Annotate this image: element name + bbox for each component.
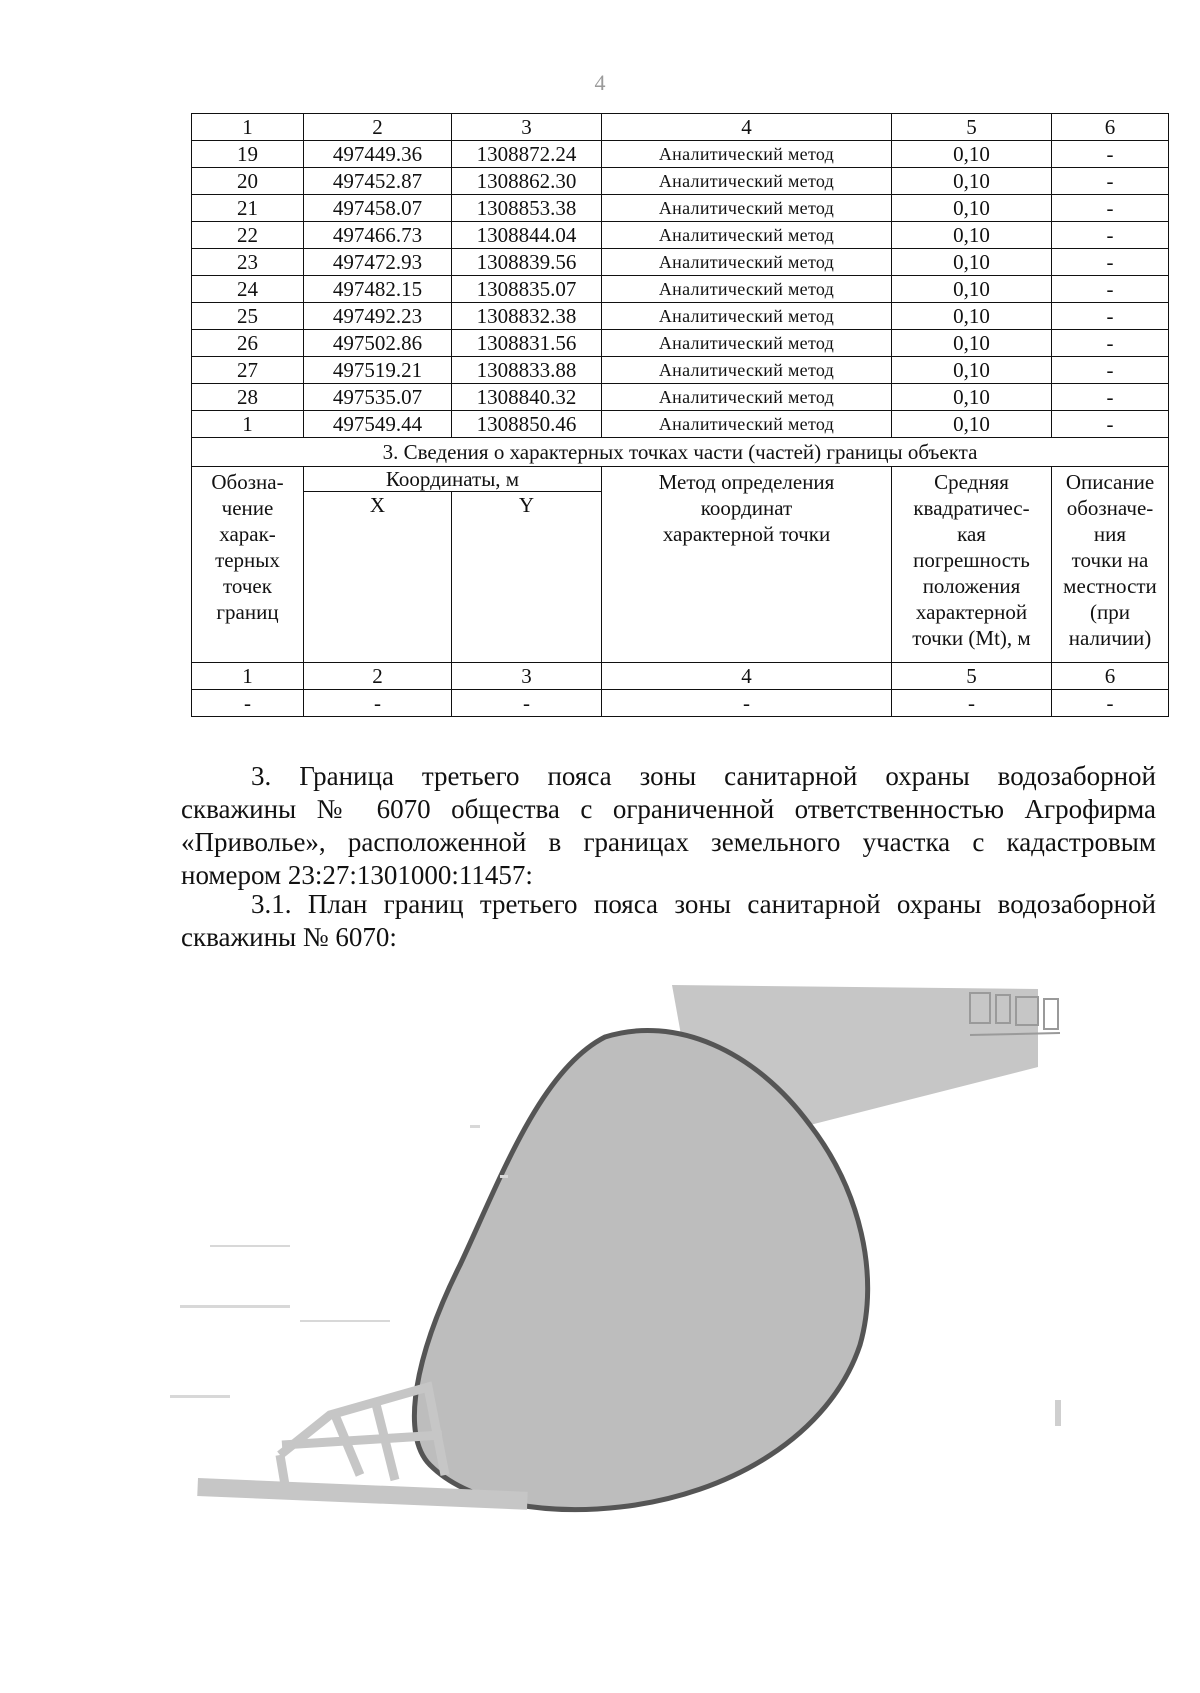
- header-description: [1052, 467, 1169, 663]
- header-method: [602, 467, 892, 663]
- header-line: Описание: [1065, 470, 1155, 494]
- paragraph-line: «Приволье», расположенной в границах земельного участка с кадастровым: [181, 827, 1156, 857]
- header-line: терных: [215, 548, 280, 572]
- col-number: 2: [304, 663, 452, 690]
- method-cell: Аналитический метод: [602, 249, 892, 276]
- x-coordinate-cell: 497535.07: [304, 384, 452, 411]
- error-cell: 0,10: [892, 330, 1052, 357]
- method-cell: Аналитический метод: [602, 168, 892, 195]
- y-coordinate-cell: 1308833.88: [452, 357, 602, 384]
- method-cell: Аналитический метод: [602, 411, 892, 438]
- col-number: 3: [452, 114, 602, 141]
- error-cell: 0,10: [892, 276, 1052, 303]
- paragraph-line: номером 23:27:1301000:11457:: [181, 860, 533, 890]
- table-row: [192, 411, 1169, 438]
- header-line: Средняя: [934, 470, 1009, 494]
- paragraph-line: 3.1. План границ третьего пояса зоны санитарной охраны водозаборной: [251, 889, 1156, 919]
- section-title-row: [192, 438, 1169, 467]
- point-cell: 20: [192, 168, 304, 195]
- coordinates-table: [191, 113, 1169, 717]
- y-coordinate-cell: 1308832.38: [452, 303, 602, 330]
- edge-mark: [1055, 1400, 1061, 1426]
- header-line: границ: [216, 600, 279, 624]
- column-number-row: [192, 114, 1169, 141]
- header-line: погрешность: [913, 548, 1030, 572]
- paragraph-3-1: [181, 888, 1156, 954]
- header-line: характерной точки: [662, 522, 831, 546]
- sub-column-number-row: [192, 663, 1169, 690]
- header-line: координат: [700, 496, 793, 520]
- point-cell: 23: [192, 249, 304, 276]
- x-coordinate-cell: 497472.93: [304, 249, 452, 276]
- paragraph-3: [181, 760, 1156, 892]
- table-body: [192, 114, 1169, 717]
- header-line: точки (Mt), м: [912, 626, 1031, 650]
- x-coordinate-cell: 497452.87: [304, 168, 452, 195]
- description-cell: -: [1052, 168, 1169, 195]
- error-cell: 0,10: [892, 303, 1052, 330]
- y-coordinate-cell: 1308844.04: [452, 222, 602, 249]
- header-line: ния: [1093, 522, 1127, 546]
- header-line: харак-: [219, 522, 276, 546]
- x-coordinate-cell: 497466.73: [304, 222, 452, 249]
- table-row: [192, 303, 1169, 330]
- header-line: Метод определения: [658, 470, 835, 494]
- point-cell: 22: [192, 222, 304, 249]
- header-line: Обозна-: [211, 470, 284, 494]
- method-cell: Аналитический метод: [602, 276, 892, 303]
- empty-cell: -: [304, 690, 452, 717]
- error-cell: 0,10: [892, 222, 1052, 249]
- col-number: 5: [892, 114, 1052, 141]
- col-number: 3: [452, 663, 602, 690]
- point-cell: 25: [192, 303, 304, 330]
- x-coordinate-cell: 497502.86: [304, 330, 452, 357]
- page-number: 4: [594, 70, 606, 95]
- col-number: 2: [304, 114, 452, 141]
- description-cell: -: [1052, 411, 1169, 438]
- header-line: кая: [957, 522, 986, 546]
- point-cell: 19: [192, 141, 304, 168]
- y-coordinate-cell: 1308872.24: [452, 141, 602, 168]
- error-cell: 0,10: [892, 384, 1052, 411]
- empty-cell: -: [602, 690, 892, 717]
- empty-cell: -: [1052, 690, 1169, 717]
- section-title: 3. Сведения о характерных точках части (частей) границы объекта: [192, 438, 1169, 467]
- header-line: обозначе-: [1066, 496, 1154, 520]
- description-cell: -: [1052, 384, 1169, 411]
- description-cell: -: [1052, 222, 1169, 249]
- description-cell: -: [1052, 276, 1169, 303]
- table-row: [192, 249, 1169, 276]
- col-number: 5: [892, 663, 1052, 690]
- method-cell: Аналитический метод: [602, 303, 892, 330]
- col-number: 1: [192, 114, 304, 141]
- method-cell: Аналитический метод: [602, 195, 892, 222]
- x-coordinate-cell: 497519.21: [304, 357, 452, 384]
- y-coordinate-cell: 1308850.46: [452, 411, 602, 438]
- point-cell: 28: [192, 384, 304, 411]
- empty-row: [192, 690, 1169, 717]
- error-cell: 0,10: [892, 411, 1052, 438]
- method-cell: Аналитический метод: [602, 141, 892, 168]
- description-cell: -: [1052, 357, 1169, 384]
- table-row: [192, 384, 1169, 411]
- description-cell: -: [1052, 141, 1169, 168]
- paragraph-line: скважины № 6070:: [181, 922, 397, 952]
- empty-cell: -: [192, 690, 304, 717]
- point-cell: 27: [192, 357, 304, 384]
- header-line: характерной: [915, 600, 1028, 624]
- paragraph-line: 3. Граница третьего пояса зоны санитарной охраны водозаборной: [251, 761, 1156, 791]
- method-cell: Аналитический метод: [602, 357, 892, 384]
- header-row-1: [192, 467, 1169, 492]
- method-cell: Аналитический метод: [602, 222, 892, 249]
- header-point-designation: [192, 467, 304, 663]
- y-coordinate-cell: 1308862.30: [452, 168, 602, 195]
- header-line: положения: [922, 574, 1021, 598]
- table-row: [192, 357, 1169, 384]
- header-error: [892, 467, 1052, 663]
- x-coordinate-cell: 497492.23: [304, 303, 452, 330]
- header-x: X: [304, 492, 452, 663]
- x-coordinate-cell: 497449.36: [304, 141, 452, 168]
- col-number: 4: [602, 663, 892, 690]
- y-coordinate-cell: 1308839.56: [452, 249, 602, 276]
- header-line: местности: [1063, 574, 1157, 598]
- empty-cell: -: [452, 690, 602, 717]
- table-row: [192, 195, 1169, 222]
- error-cell: 0,10: [892, 141, 1052, 168]
- table-row: [192, 330, 1169, 357]
- col-number: 1: [192, 663, 304, 690]
- y-coordinate-cell: 1308853.38: [452, 195, 602, 222]
- header-y: Y: [452, 492, 602, 663]
- zone-boundary-plan: [170, 975, 1170, 1535]
- x-coordinate-cell: 497549.44: [304, 411, 452, 438]
- x-coordinate-cell: 497458.07: [304, 195, 452, 222]
- error-cell: 0,10: [892, 168, 1052, 195]
- y-coordinate-cell: 1308840.32: [452, 384, 602, 411]
- error-cell: 0,10: [892, 249, 1052, 276]
- point-cell: 26: [192, 330, 304, 357]
- table-row: [192, 222, 1169, 249]
- header-line: наличии): [1068, 626, 1152, 650]
- paragraph-line: скважины № 6070 общества с ограниченной ответственностью Агрофирма: [181, 794, 1156, 824]
- col-number: 4: [602, 114, 892, 141]
- y-coordinate-cell: 1308831.56: [452, 330, 602, 357]
- header-line: точки на: [1071, 548, 1149, 572]
- col-number: 6: [1052, 114, 1169, 141]
- description-cell: -: [1052, 330, 1169, 357]
- point-cell: 21: [192, 195, 304, 222]
- description-cell: -: [1052, 303, 1169, 330]
- point-cell: 24: [192, 276, 304, 303]
- point-cell: 1: [192, 411, 304, 438]
- table-row: [192, 276, 1169, 303]
- y-coordinate-cell: 1308835.07: [452, 276, 602, 303]
- header-line: чение: [221, 496, 274, 520]
- method-cell: Аналитический метод: [602, 384, 892, 411]
- header-line: (при: [1090, 600, 1130, 624]
- table-row: [192, 141, 1169, 168]
- header-line: квадратичес-: [913, 496, 1030, 520]
- error-cell: 0,10: [892, 195, 1052, 222]
- method-cell: Аналитический метод: [602, 330, 892, 357]
- table-row: [192, 168, 1169, 195]
- header-line: точек: [223, 574, 272, 598]
- error-cell: 0,10: [892, 357, 1052, 384]
- x-coordinate-cell: 497482.15: [304, 276, 452, 303]
- col-number: 6: [1052, 663, 1169, 690]
- header-coordinates: Координаты, м: [304, 467, 602, 492]
- description-cell: -: [1052, 249, 1169, 276]
- description-cell: -: [1052, 195, 1169, 222]
- empty-cell: -: [892, 690, 1052, 717]
